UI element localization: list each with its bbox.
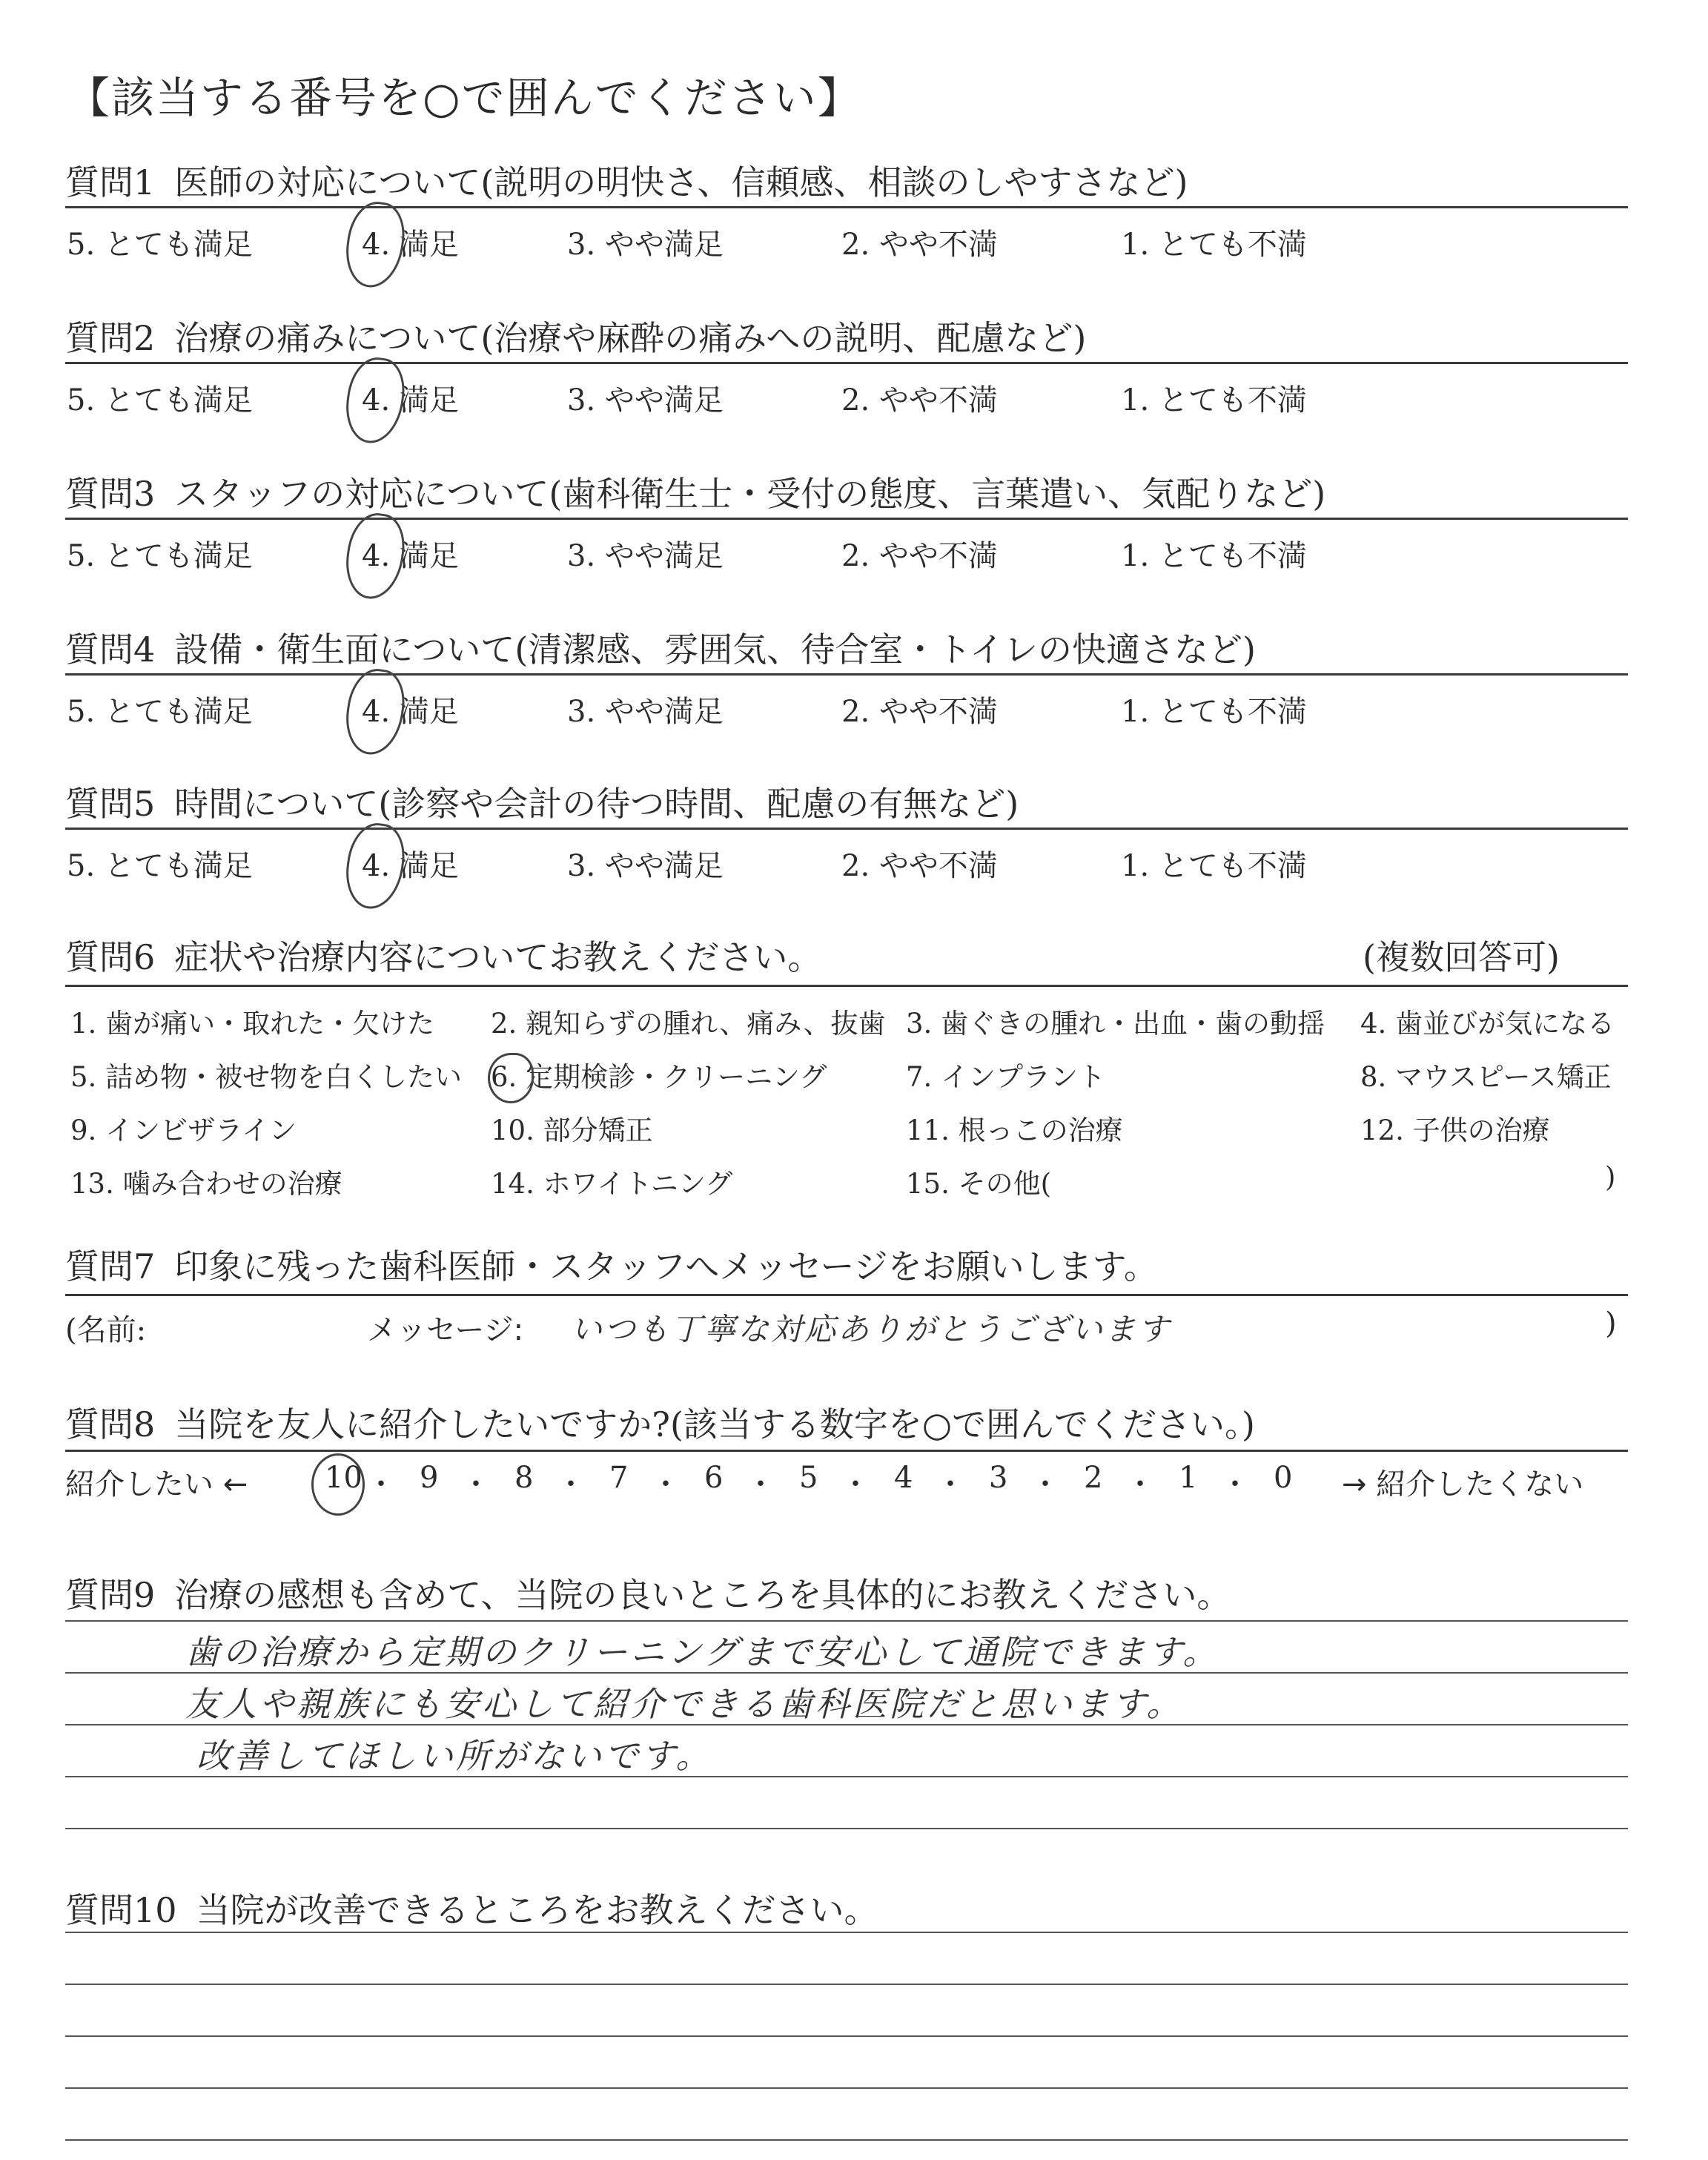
q6-option-13[interactable]: 13. 噛み合わせの治療 [70, 1168, 342, 1200]
q6-option-12[interactable]: 12. 子供の治療 [1360, 1114, 1550, 1146]
q2-option-3[interactable]: 3. やや満足 [567, 383, 724, 417]
q2-text: 治療の痛みについて(治療や麻酔の痛みへの説明、配慮など) [174, 318, 1087, 358]
q8-scale-2[interactable]: 2 [1084, 1461, 1103, 1495]
q1-option-1[interactable]: 1. とても不満 [1121, 228, 1307, 262]
q5-option-2[interactable]: 2. やや不満 [841, 849, 998, 883]
q1-option-5[interactable]: 5. とても満足 [67, 228, 253, 262]
q8-separator: ・ [461, 1467, 491, 1502]
q7-message-value: いつも丁寧な対応ありがとうございます [571, 1311, 1172, 1347]
q7-label: 質問7 [65, 1246, 156, 1287]
q6-option-2[interactable]: 2. 親知らずの腫れ、痛み、抜歯 [491, 1008, 886, 1040]
q10-line-1 [65, 1932, 1628, 1933]
q9-heading [65, 1568, 1231, 1617]
q1-option-2[interactable]: 2. やや不満 [841, 228, 998, 262]
q8-scale-9[interactable]: 9 [420, 1461, 439, 1495]
q10-text: 当院が改善できるところをお教えください。 [196, 1890, 878, 1930]
q3-option-5[interactable]: 5. とても満足 [67, 539, 253, 573]
q5-option-4[interactable]: 4. 満足 [362, 849, 459, 883]
q9-line-1 [65, 1620, 1628, 1622]
q8-heading [65, 1398, 1255, 1447]
q6-option-15[interactable]: 15. その他( [906, 1168, 1052, 1200]
q6-option-10[interactable]: 10. 部分矯正 [491, 1114, 653, 1146]
q6-option-11[interactable]: 11. 根っこの治療 [906, 1114, 1123, 1146]
q7-message-label: メッセージ: [367, 1313, 524, 1347]
q2-option-2[interactable]: 2. やや不満 [841, 383, 998, 417]
q10-line-3 [65, 2035, 1628, 2037]
q6-option-5[interactable]: 5. 詰め物・被せ物を白くしたい [70, 1061, 463, 1093]
q6-note: (複数回答可) [1363, 937, 1560, 977]
q8-separator: ・ [1220, 1467, 1250, 1502]
q6-option-9[interactable]: 9. インビザライン [70, 1114, 297, 1146]
q1-label: 質問1 [65, 162, 156, 202]
q5-option-3[interactable]: 3. やや満足 [567, 849, 724, 883]
q1-heading [65, 156, 1188, 205]
q9-line-5 [65, 1828, 1628, 1829]
q1-option-3[interactable]: 3. やや満足 [567, 228, 724, 262]
q3-text: スタッフの対応について(歯科衛生士・受付の態度、言葉遣い、気配りなど) [174, 474, 1326, 514]
q8-separator: ・ [556, 1467, 586, 1502]
q8-separator: ・ [1030, 1467, 1060, 1502]
q5-heading [65, 777, 1019, 826]
q8-separator: ・ [1125, 1467, 1155, 1502]
q8-scale-0[interactable]: 0 [1274, 1461, 1293, 1495]
q8-scale-5[interactable]: 5 [799, 1461, 818, 1495]
q8-selected-circle [311, 1453, 365, 1516]
q6-option-4[interactable]: 4. 歯並びが気になる [1360, 1008, 1615, 1040]
q6-option-6[interactable]: 6. 定期検診・クリーニング [491, 1061, 827, 1093]
q5-label: 質問5 [65, 784, 156, 824]
q10-heading [65, 1883, 878, 1932]
q1-text: 医師の対応について(説明の明快さ、信頼感、相談のしやすさなど) [174, 162, 1188, 202]
q6-other-close-paren: ) [1605, 1161, 1616, 1193]
q3-rule [65, 518, 1628, 520]
q6-option-7[interactable]: 7. インプラント [906, 1061, 1106, 1093]
q8-separator: ・ [936, 1467, 965, 1502]
q6-option-3[interactable]: 3. 歯ぐきの腫れ・出血・歯の動揺 [906, 1008, 1325, 1040]
q6-option-14[interactable]: 14. ホワイトニング [491, 1168, 733, 1200]
q3-heading [65, 467, 1325, 516]
q7-text: 印象に残った歯科医師・スタッフへメッセージをお願いします。 [174, 1246, 1158, 1287]
q3-option-4[interactable]: 4. 満足 [362, 539, 459, 573]
q6-rule [65, 985, 1628, 987]
q4-option-3[interactable]: 3. やや満足 [567, 695, 724, 729]
q3-option-2[interactable]: 2. やや不満 [841, 539, 998, 573]
q4-option-5[interactable]: 5. とても満足 [67, 695, 253, 729]
q5-option-1[interactable]: 1. とても不満 [1121, 849, 1307, 883]
q9-text: 治療の感想も含めて、当院の良いところを具体的にお教えください。 [174, 1575, 1231, 1615]
q8-separator: ・ [746, 1467, 775, 1502]
q8-scale-3[interactable]: 3 [989, 1461, 1008, 1495]
q3-label: 質問3 [65, 474, 156, 514]
q7-rule [65, 1294, 1628, 1296]
q10-line-2 [65, 1984, 1628, 1985]
q3-option-3[interactable]: 3. やや満足 [567, 539, 724, 573]
q7-close-paren: ) [1605, 1307, 1617, 1341]
q8-scale-7[interactable]: 7 [609, 1461, 629, 1495]
q8-rule [65, 1450, 1628, 1452]
q4-option-2[interactable]: 2. やや不満 [841, 695, 998, 729]
q8-separator: ・ [651, 1467, 681, 1502]
q8-left-label: 紹介したい ← [65, 1467, 248, 1502]
q7-name-label: (名前: [65, 1313, 147, 1347]
q8-right-label: → 紹介したくない [1342, 1467, 1584, 1502]
q9-answer-line-1: 歯の治療から定期のクリーニングまで安心して通院できます。 [185, 1632, 1220, 1672]
q8-text: 当院を友人に紹介したいですか?(該当する数字を○で囲んでください。) [174, 1404, 1255, 1444]
q8-label: 質問8 [65, 1404, 156, 1444]
q8-scale-8[interactable]: 8 [514, 1461, 534, 1495]
form-title: 【該当する番号を○で囲んでください】 [67, 73, 862, 123]
q2-option-1[interactable]: 1. とても不満 [1121, 383, 1307, 417]
q10-line-4 [65, 2087, 1628, 2089]
q8-separator: ・ [366, 1467, 396, 1502]
q9-label: 質問9 [65, 1575, 156, 1615]
q5-selected-circle [341, 819, 408, 912]
q6-heading [65, 931, 821, 980]
q2-selected-circle [341, 354, 408, 446]
q8-scale-1[interactable]: 1 [1179, 1461, 1198, 1495]
q7-heading [65, 1240, 1158, 1289]
q10-label: 質問10 [65, 1890, 177, 1930]
q6-selected-circle [488, 1053, 534, 1103]
q6-text: 症状や治療内容についてお教えください。 [174, 937, 822, 977]
q2-heading [65, 311, 1086, 360]
q4-option-1[interactable]: 1. とても不満 [1121, 695, 1307, 729]
q6-option-8[interactable]: 8. マウスピース矯正 [1360, 1061, 1612, 1093]
q4-text: 設備・衛生面について(清潔感、雰囲気、待合室・トイレの快適さなど) [174, 630, 1256, 670]
q3-option-1[interactable]: 1. とても不満 [1121, 539, 1307, 573]
q8-separator: ・ [841, 1467, 870, 1502]
q8-scale-4[interactable]: 4 [894, 1461, 913, 1495]
q8-scale-6[interactable]: 6 [704, 1461, 724, 1495]
q9-answer-line-3: 改善してほしい所がないです。 [196, 1736, 713, 1776]
q2-option-4[interactable]: 4. 満足 [362, 383, 459, 417]
q8-scale-10[interactable]: 10 [325, 1461, 363, 1495]
q5-option-5[interactable]: 5. とても満足 [67, 849, 253, 883]
q1-rule [65, 206, 1628, 208]
q2-option-5[interactable]: 5. とても満足 [67, 383, 253, 417]
q6-label: 質問6 [65, 937, 156, 977]
q4-heading [65, 623, 1256, 672]
q4-selected-circle [341, 665, 408, 758]
q4-label: 質問4 [65, 630, 156, 670]
q4-option-4[interactable]: 4. 満足 [362, 695, 459, 729]
q5-text: 時間について(診察や会計の待つ時間、配慮の有無など) [174, 784, 1019, 824]
q2-label: 質問2 [65, 318, 156, 358]
q9-answer-line-2: 友人や親族にも安心して紹介できる歯科医院だと思います。 [185, 1684, 1184, 1724]
q10-line-5 [65, 2139, 1628, 2141]
q5-rule [65, 828, 1628, 830]
q1-option-4[interactable]: 4. 満足 [362, 228, 459, 262]
q6-option-1[interactable]: 1. 歯が痛い・取れた・欠けた [70, 1008, 435, 1040]
q3-selected-circle [341, 509, 408, 602]
q4-rule [65, 673, 1628, 676]
q1-selected-circle [341, 198, 408, 291]
q2-rule [65, 362, 1628, 364]
